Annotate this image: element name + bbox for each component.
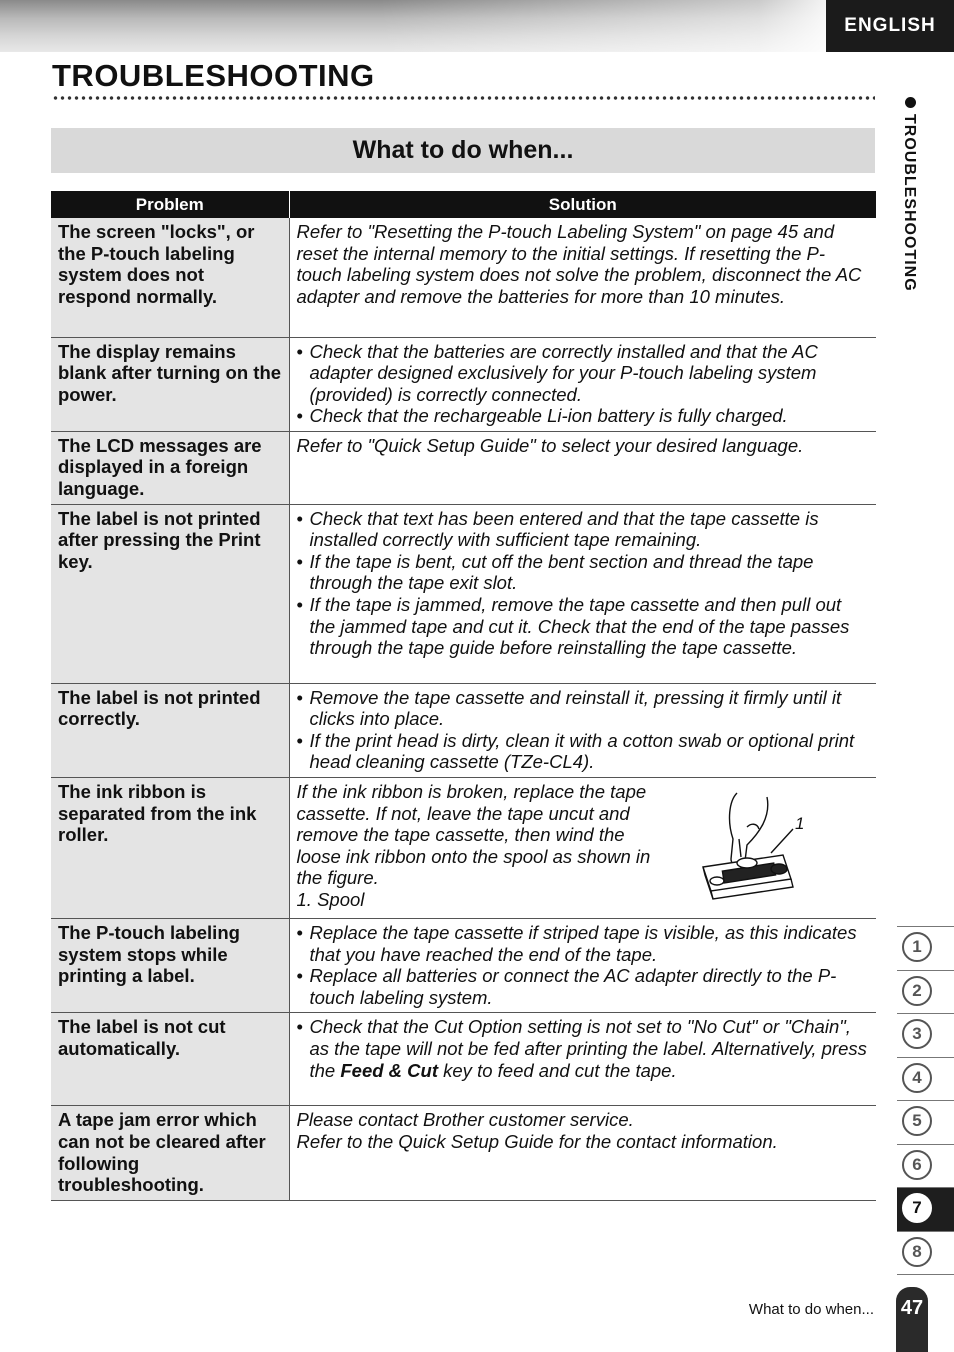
solution-bullet: • Replace the tape cassette if striped tape is visible, as this indicates that you have reached the end of the tape.: [297, 922, 871, 965]
table-row: [51, 431, 876, 504]
section-heading: What to do when...: [51, 128, 875, 173]
cut-text-before: Check that the Cut Option setting is not set to "No Cut" or "Chain", as the tape will not be fed after printing the label. Alternatively, press the: [309, 1016, 867, 1081]
problem-cell: The LCD messages are displayed in a foreign language.: [51, 431, 289, 504]
solution-line: Refer to the Quick Setup Guide for the contact information.: [296, 1131, 778, 1152]
page-title: TROUBLESHOOTING: [52, 58, 375, 93]
figure-caption: 1. Spool: [296, 889, 365, 910]
solution-bullet: • If the tape is jammed, remove the tape cassette and then pull out the jammed tape and cut it. Check that the end of the tape passes through the tape guide before reinstalling the tape cassette.: [297, 594, 871, 659]
problem-cell: A tape jam error which can not be cleared after following troubleshooting.: [51, 1106, 289, 1200]
chapter-tab[interactable]: [897, 1100, 954, 1144]
solution-cell: [289, 504, 876, 683]
footer-section-name: What to do when...: [748, 1301, 874, 1318]
problem-cell: The ink ribbon is separated from the ink roller.: [51, 778, 289, 919]
problem-cell: The label is not printed correctly.: [51, 683, 289, 777]
chapter-tab[interactable]: [897, 1231, 954, 1276]
table-row: [51, 504, 876, 683]
table-row: [51, 919, 876, 1013]
solution-text: If the ink ribbon is broken, replace the tape cassette. If not, leave the tape uncut and remove the tape cassette, then wind the loose ink ribbon onto the spool as shown in the figure.: [296, 781, 651, 889]
ribbon-solution: [297, 781, 871, 911]
solution-bullet: [297, 1016, 871, 1081]
table-row: [51, 683, 876, 777]
solution-bullet: • Check that the batteries are correctly installed and that the AC adapter designed exclusively for your P-touch labeling system (provided) is correctly connected.: [297, 341, 871, 406]
chapter-tabs: [897, 926, 954, 1275]
chapter-number: 3: [902, 1019, 932, 1049]
solution-bullet: • Remove the tape cassette and reinstall it, pressing it firmly until it clicks into place.: [297, 687, 871, 730]
page-number: 47: [896, 1287, 928, 1352]
bullet-icon: [905, 97, 916, 108]
table-row: [51, 1106, 876, 1200]
header-band: [0, 0, 826, 52]
solution-bullet: • If the print head is dirty, clean it with a cotton swab or optional print head cleaning cassette (TZe-CL4).: [297, 730, 871, 773]
chapter-tab-active[interactable]: [897, 1187, 954, 1231]
chapter-number: 8: [902, 1237, 932, 1267]
troubleshooting-table: [51, 191, 876, 1201]
solution-cell: [289, 1013, 876, 1106]
solution-cell: [289, 1106, 876, 1200]
table-header-row: [51, 191, 876, 218]
chapter-number: 6: [902, 1150, 932, 1180]
chapter-tab[interactable]: [897, 970, 954, 1014]
chapter-tab[interactable]: [897, 1013, 954, 1057]
solution-bullet: • Check that the rechargeable Li-ion battery is fully charged.: [297, 405, 871, 427]
solution-cell: [289, 778, 876, 919]
table-row: [51, 778, 876, 919]
problem-cell: The display remains blank after turning on the power.: [51, 337, 289, 431]
table-row: [51, 218, 876, 337]
spool-illustration: [687, 787, 837, 909]
header-sheen: [380, 0, 826, 52]
column-header-problem: Problem: [51, 191, 289, 218]
problem-cell: The P-touch labeling system stops while printing a label.: [51, 919, 289, 1013]
dotted-divider: [52, 95, 875, 101]
spool-callout: 1: [794, 814, 804, 834]
side-section-label: TROUBLESHOOTING: [901, 114, 918, 292]
chapter-tab[interactable]: [897, 1057, 954, 1101]
column-header-solution: Solution: [289, 191, 876, 218]
table-row: [51, 1013, 876, 1106]
chapter-number: 5: [902, 1106, 932, 1136]
problem-cell: The screen "locks", or the P-touch labeling system does not respond normally.: [51, 218, 289, 337]
solution-cell: [289, 337, 876, 431]
solution-cell: [289, 683, 876, 777]
table-row: [51, 337, 876, 431]
chapter-tab[interactable]: [897, 1144, 954, 1188]
chapter-tab[interactable]: [897, 926, 954, 970]
solution-cell: [289, 919, 876, 1013]
chapter-number: 2: [902, 976, 932, 1006]
problem-cell: The label is not printed after pressing the Print key.: [51, 504, 289, 683]
solution-bullet: • If the tape is bent, cut off the bent section and thread the tape through the tape exit slot.: [297, 551, 871, 594]
feed-cut-key: Feed & Cut: [340, 1059, 438, 1081]
language-tab: ENGLISH: [826, 0, 954, 52]
solution-bullet: • Replace all batteries or connect the AC adapter directly to the P-touch labeling system.: [297, 965, 871, 1008]
solution-cell: Refer to "Quick Setup Guide" to select your desired language.: [289, 431, 876, 504]
solution-cell: Refer to "Resetting the P-touch Labeling System" on page 45 and reset the internal memory to the initial settings. If resetting the P-touch labeling system does not solve the problem, disconnect the AC adapter and remove the batteries for more than 10 minutes.: [289, 218, 876, 337]
chapter-number: 7: [902, 1193, 932, 1223]
chapter-number: 1: [902, 932, 932, 962]
solution-line: Please contact Brother customer service.: [296, 1109, 634, 1131]
chapter-number: 4: [902, 1063, 932, 1093]
problem-cell: The label is not cut automatically.: [51, 1013, 289, 1106]
solution-bullet: • Check that text has been entered and that the tape cassette is installed correctly with sufficient tape remaining.: [297, 508, 871, 551]
cut-text-after: key to feed and cut the tape.: [438, 1059, 677, 1081]
